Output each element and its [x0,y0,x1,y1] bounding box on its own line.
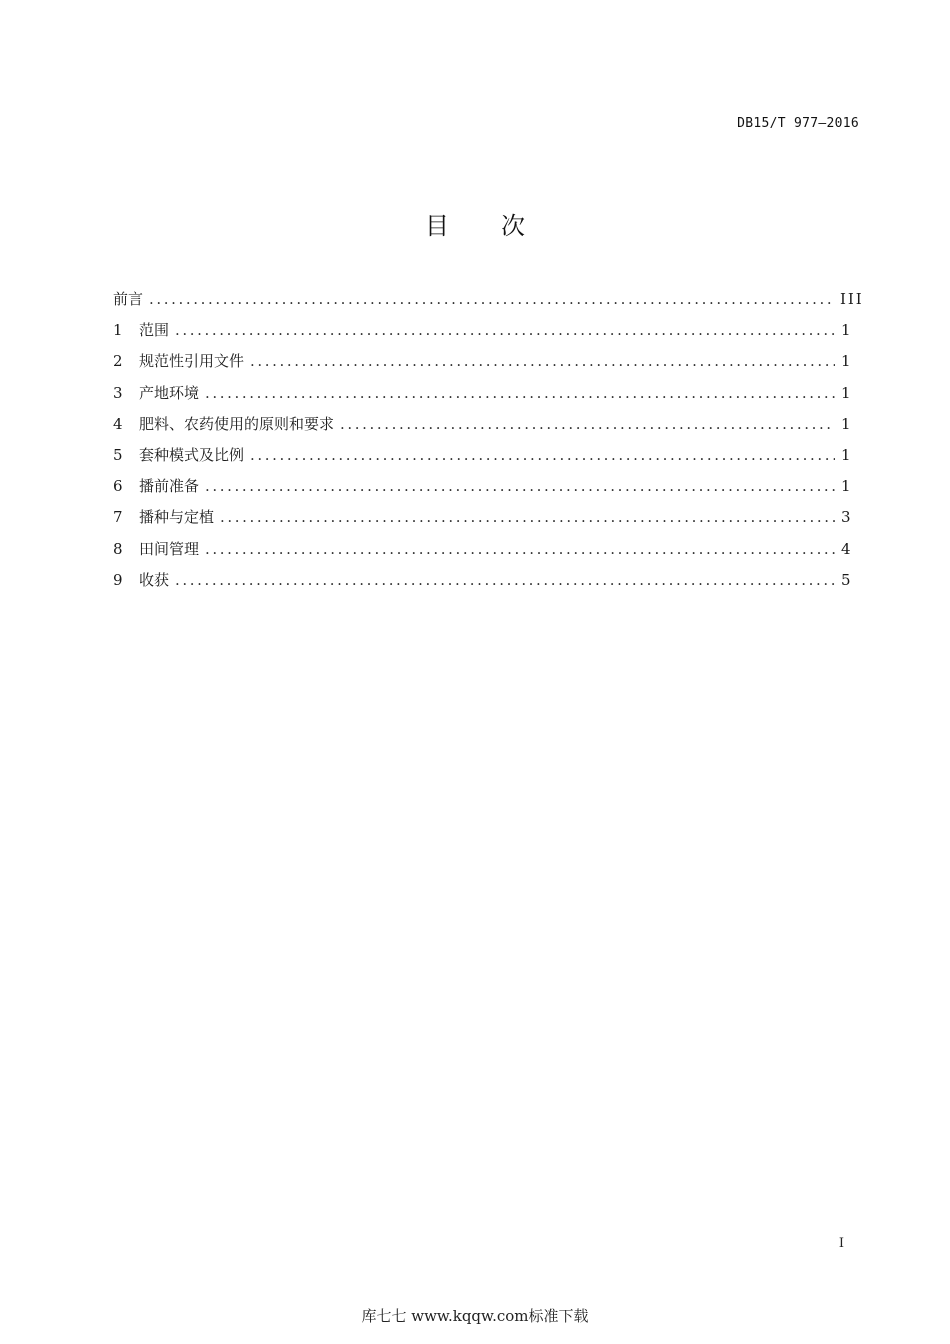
toc-entry-page: 1 [841,414,853,433]
toc-entry-text: 田间管理 [139,539,200,558]
toc-entry-foreword[interactable] [113,288,864,319]
toc-entry-page: 1 [841,352,853,371]
toc-entry[interactable] [113,475,851,506]
table-of-contents [113,288,864,600]
toc-title: 目次 [425,212,577,240]
toc-leader-dots [250,446,835,464]
toc-entry-number: 5 [113,445,123,464]
toc-entry-text: 收获 [139,570,170,589]
toc-entry-page: III [839,290,864,308]
toc-entry[interactable] [113,506,851,537]
toc-entry[interactable] [113,382,851,413]
toc-entry[interactable] [113,444,851,475]
toc-leader-dots [175,321,835,339]
toc-entry-number: 2 [113,352,123,371]
toc-entry[interactable] [113,538,851,569]
page-number: I [838,1236,844,1251]
toc-entry-number: 6 [113,477,123,496]
document-code: DB15/T 977—2016 [737,116,859,131]
toc-entry[interactable] [113,319,851,350]
toc-entry-number: 3 [113,383,123,402]
toc-entry-text: 范围 [139,321,170,340]
toc-leader-dots [250,352,835,370]
toc-entry-number: 1 [113,321,123,340]
toc-leader-dots [205,384,835,402]
toc-leader-dots [149,290,834,308]
toc-entry-text: 前言 [113,290,144,308]
toc-leader-dots [340,415,835,433]
toc-entry-text: 套种模式及比例 [139,445,245,464]
toc-leader-dots [175,571,835,589]
toc-entry-number: 7 [113,508,123,527]
toc-entry-number: 4 [113,414,123,433]
toc-entry-number: 9 [113,570,123,589]
toc-entry-page: 1 [841,321,853,340]
toc-entry-text: 规范性引用文件 [139,352,245,371]
toc-entry-page: 1 [841,383,853,402]
toc-entry-text: 播前准备 [139,477,200,496]
toc-entry-page: 3 [841,508,853,527]
toc-leader-dots [205,477,835,495]
toc-leader-dots [205,540,835,558]
toc-entry-page: 1 [841,445,853,464]
toc-entry-number: 8 [113,539,123,558]
toc-entry-text: 播种与定植 [139,508,215,527]
toc-entry-text: 肥料、农药使用的原则和要求 [139,414,335,433]
toc-entry[interactable] [113,569,851,600]
footer-watermark: 库七七 www.kqqw.com标准下载 [361,1307,589,1325]
toc-entry-page: 4 [841,539,853,558]
toc-entry[interactable] [113,413,851,444]
toc-entry-text: 产地环境 [139,383,200,402]
toc-entry-page: 5 [841,570,853,589]
toc-entry-page: 1 [841,477,853,496]
toc-leader-dots [220,508,835,526]
toc-entry[interactable] [113,350,851,381]
